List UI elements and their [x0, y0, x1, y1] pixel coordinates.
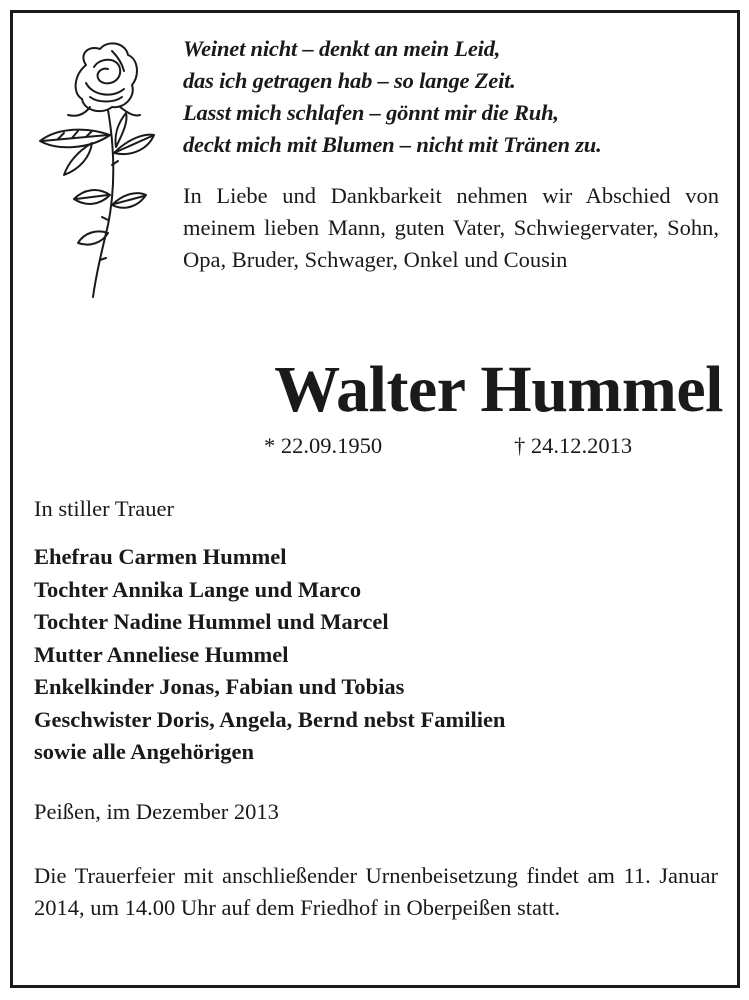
birth-date: * 22.09.1950: [264, 433, 383, 458]
relatives-list: [34, 541, 505, 769]
poem-line: das ich getragen hab – so lange Zeit.: [183, 68, 516, 93]
relative-entry: Tochter Nadine Hummel und Marcel: [34, 609, 389, 634]
poem-line: deckt mich mit Blumen – nicht mit Tränen zu.: [183, 132, 602, 157]
relative-entry: Mutter Anneliese Hummel: [34, 641, 289, 667]
death-date: † 24.12.2013: [514, 433, 633, 458]
poem-line: Lasst mich schlafen – gönnt mir die Ruh,: [183, 100, 559, 125]
funeral-notice: Die Trauerfeier mit anschließender Urnenbeisetzung findet am 11. Januar 2014, um 14.00 Uhr auf dem Friedhof in Oberpeißen statt.: [34, 863, 718, 920]
deceased-name: Walter Hummel: [274, 353, 723, 426]
relative-entry: Geschwister Doris, Angela, Bernd nebst Familien: [34, 706, 506, 732]
relative-entry: Enkelkinder Jonas, Fabian und Tobias: [34, 674, 405, 699]
poem-line: Weinet nicht – denkt an mein Leid,: [183, 36, 501, 61]
place-date: Peißen, im Dezember 2013: [34, 799, 279, 824]
rose-icon: [28, 35, 158, 305]
relative-entry: Ehefrau Carmen Hummel: [34, 544, 287, 569]
relative-entry: Tochter Annika Lange und Marco: [34, 576, 362, 602]
mourning-label: In stiller Trauer: [34, 496, 174, 521]
intro-text: In Liebe und Dankbarkeit nehmen wir Abschied von meinem lieben Mann, guten Vater, Schwiegervater, Sohn, Opa, Bruder, Schwager, Onkel und Cousin: [183, 183, 719, 272]
relative-entry: sowie alle Angehörigen: [34, 739, 254, 764]
poem-verse: [183, 33, 723, 161]
